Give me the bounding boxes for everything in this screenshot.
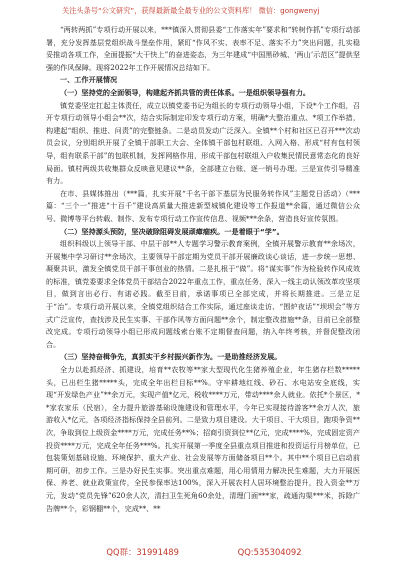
contact-footer: [0, 547, 408, 557]
body-paragraph: 在市、县媒体推出（***篇，扎实开展“千名干部下基层为民服务转作风”主题党日活动）（***篇：“三个一”推进“十百千”建设高质量大推进新型城镇化建设等工作报道**余篇，通过微信公众号、微博等平台转载、制作、发布专项行动工作宣传信息、视频***余条，营造良好宣传氛围。: [46, 188, 360, 223]
promo-banner: 关注头条号“公文研究”，获得最新最全最专业的公文资料库！ 微信：gongwenyj: [62, 6, 320, 15]
section-heading: 一、工作开展情况: [60, 75, 118, 85]
qq-contact-label: QQ:535304092: [237, 547, 302, 557]
intro-paragraph: “两转两抓”专项行动开展以来，***镇深入贯彻县委“工作落实年”要求和“转树作抓”专项行动部署，充分发挥基层党组织战斗堡垒作用，紧盯“作风不实、表率不足、落实不力”突出问题，扎实稳妥推动各项工作，全面提振“大干快上”的奋进姿态，为三年建成“中国黑砂城、‘两山’示范区”提供坚强的作风保障。现将2022年工作开展情况总结如下。: [46, 25, 360, 72]
body-paragraph: 镇党委坚定扛起主体责任，成立以镇党委书记为组长的专项行动领导小组，下设*个工作组，召开专项行动领导小组会**次，结合实际制定印发专项行动方案，明确*大整治重点、*项工作举措，构建起“组织、推进、问责”的完整链条。二是动员发动广泛深入。全镇**个村和社区已召开***次动员会议，分别组织开展了全镇干部职工大会、全体镇干部包村联组、入网入格、形成“村有包村领导，组有联系干部”的包联机制，发挥网格作用，形成干部包村联组入户收集民情民意常态化的良好局面。镇村两级共收集群众反映意见建议**条，全部建立台账、逐一销号办理。三是宣传引导精准有力。: [46, 100, 360, 186]
body-paragraph: 全力以赴抓经济、抓建设，培育**农牧等**家大型现代化生猪养殖企业，年生猪存栏数*****头，已出栏生猪*****头，完成全年出栏目标**%。守牢耕地红线、砂石、水电站安全底线，实现“开发绿色产业”**余万元，实现产值*亿元，税收****万元，带动****余人就业。依托*个景区，**家农家乐（民宿），全力提升旅游基础设施建设和管理水平，今年已实现接待游客**余万人次，旅游收入*亿元，各项经济指标保持全县前列。二是致力项目建设。大干项目、干大项目，跑项争资**次，争取到位上级资金****万元，完成任务**%；招商引资到位**亿元，完成****%，完成固定资产投资****万元，完成全年任务***%。扎实开展第一季度全县重点项目推进和投资运行月榜单位，已包装策划基础设施、环境保护、重大产业、社会发展等方面储备项目**个。其中**个项目已启动前期可研，初步工作。三是办好民生实事。突出重点难题，用心用情用力解决民生难题，大力开展医保、养老、就业政策宣传，全民参保率达100%，深入开展农村人居环境整治提升，投入资金**万元，发动“党员先锋”620余人次，清扫卫生死角60余处，清理门面***家，疏通沟渠***米，拆除广告牌**个，彩钢棚**个，完成**、**: [46, 365, 360, 513]
subsection-heading: （二）坚持源头预防，坚决破除阻碍发展顽瘴痼疾。一是着眼于“学”。: [60, 226, 284, 236]
document-body: [46, 24, 360, 515]
subsection-heading: （三）坚持奋楫争先，真抓实干乡村振兴新作为。一是助推经济发展。: [60, 352, 282, 362]
subsection-heading: （一）坚持党的全面领导，构建起齐抓共管的责任体系。一是组织领导强有力。: [60, 87, 311, 97]
body-paragraph: 组织科级以上领导干部、中层干部**人专题学习警示教育案例，全镇开展警示教育**余场次，开展集中学习研讨**余场次，主要领导干部定期为党员干部开展廉政谈心谈话，进一步统一思想、凝聚共识，激发全镇党员干部干事创业的热情。二是扎根于“做”。将“谋实事”作为检验转作风成效的标准，镇党委要求全体党员干部结合2022年重点工作，重点任务，深入一线主动认领改革攻坚项目，做到言出必行、有诺必践。截至目前，承诺事项已全部完成，并将长期推进。三是立足于“治”。专项行动开展以来，全镇党组织结合工作实际，通过座谈走访、“围炉夜话”“坝坝会”等方式广泛宣传，查找涉及民生实事、干部作风等方面问题**余个，制定整改措施**条，目前已全部整改完成。专项行动领导小组已形成问题线索台账不定期督查问题，纳入年终考核，并督促整改闭合。: [46, 239, 360, 349]
qq-group-label: QQ群：31991489: [106, 547, 179, 557]
